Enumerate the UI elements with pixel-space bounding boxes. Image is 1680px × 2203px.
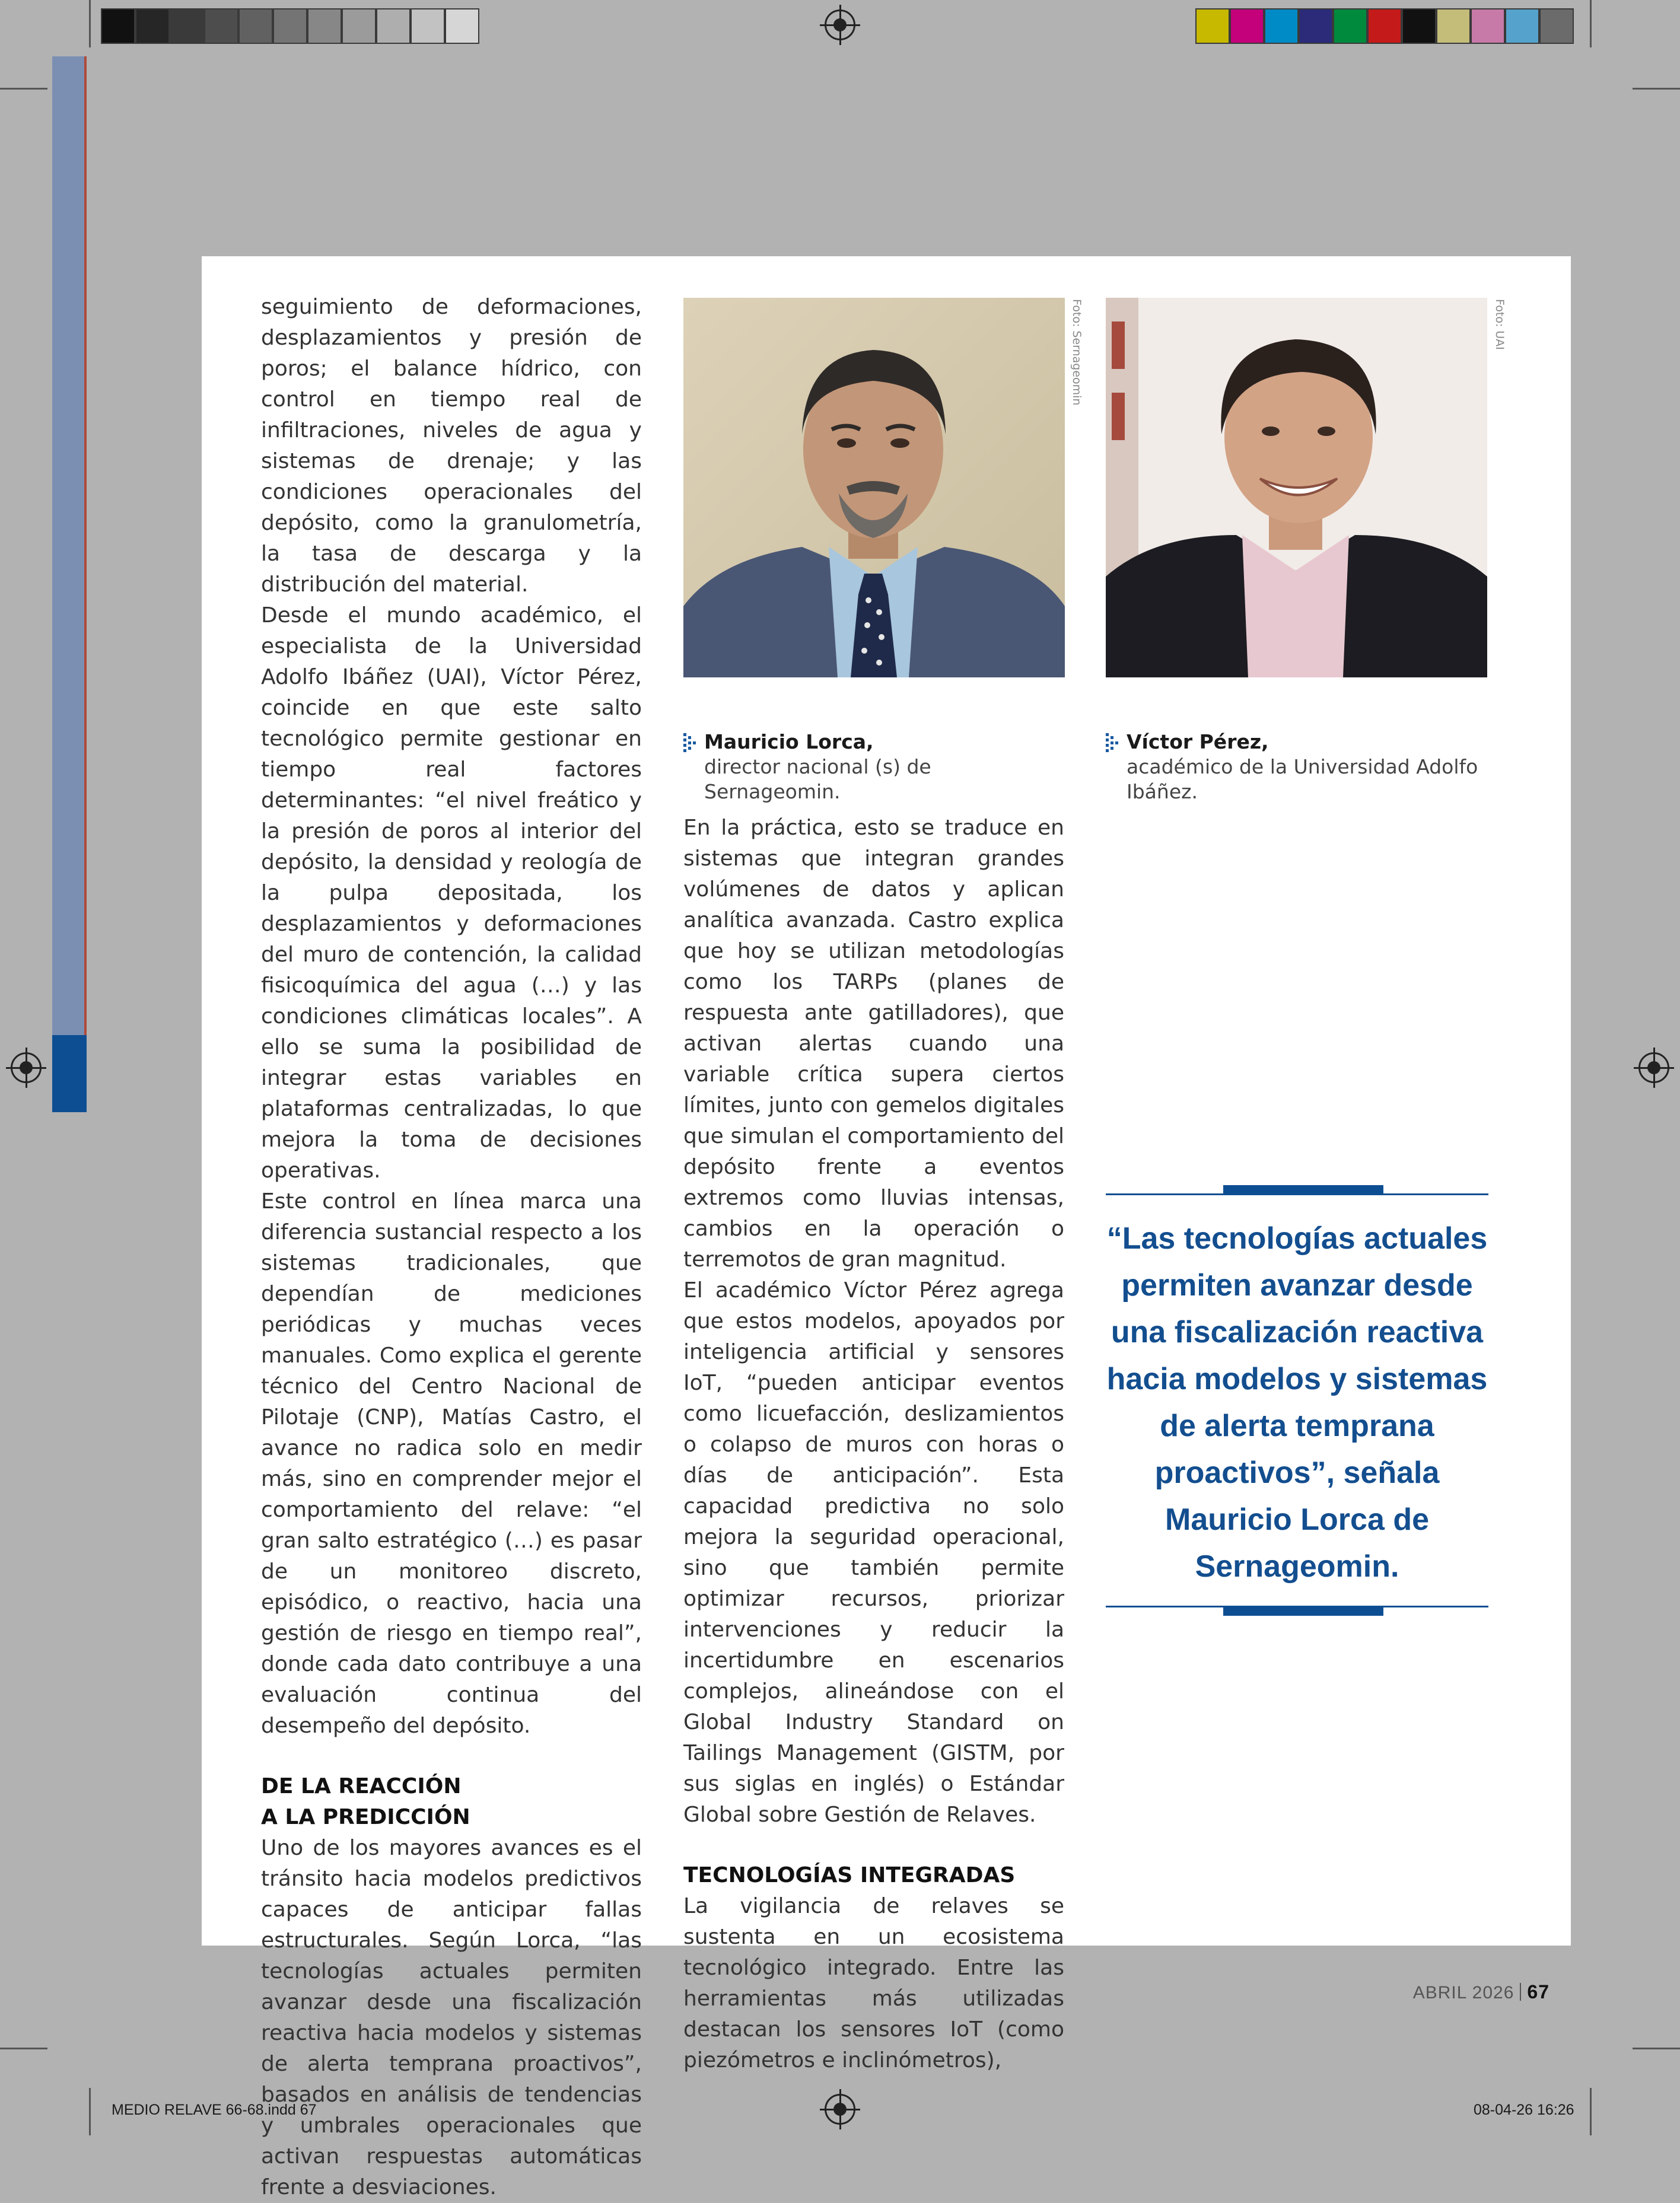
color-swatch [342,8,376,44]
color-swatch [1333,8,1367,44]
color-swatch [273,8,307,44]
slug-date: 08-04-26 16:26 [1474,2102,1574,2118]
crop-mark [0,2048,47,2049]
color-swatch [445,8,479,44]
color-swatch [307,8,342,44]
paragraph: Uno de los mayores avances es el tránsito hacia modelos predictivos capaces de anticipar fallas estructurales. Según Lorca, “las tecnologías actuales permiten avanzar desde una fiscalización reactiva hacia modelos y sistemas de alerta temprana proactivos”, basados en análisis de tendencias y umbrales operacionales que activan respuestas automáticas frente a desviaciones. [261,1836,642,2199]
caption-name: Mauricio Lorca, [704,730,874,753]
crop-mark [89,2088,91,2135]
paragraph: Este control en línea marca una diferencia sustancial respecto a los sistemas tradicionales, que dependían de mediciones periódicas y muchas veces manuales. Como explica el gerente técnico del Centro Nacional de Pilotaje (CNP), Matías Castro, el avance no radica solo en medir más, sino en comprender mejor el comportamiento del relave: “el gran salto estratégico (…) es pasar de un monitoreo discreto, episódico, o reactivo, hacia una gestión de riesgo en tiempo real”, donde cada dato contribuye a una evaluación continua del desempeño del depósito. [261,1189,642,1738]
pull-quote-text: “Las tecnologías actuales permiten avanzar desde una fiscalización reactiva hacia modelos y sistemas de alerta temprana proactivos”, señala Mauricio Lorca de Sernageomin. [1106,1221,1488,1584]
color-swatch [1539,8,1574,44]
page-folio [1413,1981,1549,2003]
portrait-victor-perez-image [1106,298,1487,677]
crop-mark [1633,2048,1680,2049]
crop-mark [89,0,91,47]
crop-mark [1590,2088,1592,2135]
side-color-band [52,56,87,1035]
pull-quote-rule-bottom [1106,1606,1488,1607]
text-column-left [261,292,642,2203]
registration-mark-icon [825,9,855,40]
text-column-middle [683,813,1064,2076]
registration-mark-icon [1638,1052,1669,1083]
gray-swatch-strip [101,8,479,44]
color-swatch [135,8,170,44]
registration-mark-icon [825,2094,855,2125]
paragraph: Desde el mundo académico, el especialista de la Universidad Adolfo Ibáñez (UAI), Víctor Pérez, coincide en que este salto tecnológico permite gestionar en tiempo real factores determinantes: “el nivel freático y la presión de poros al interior del depósito, la densidad y reología de la pulpa depositada, los desplazamientos y deformaciones del muro de contención, la calidad fisicoquímica del agua (…) y las condiciones climáticas locales”. A ello se suma la posibilidad de integrar estas variables en plataformas centralizadas, lo que mejora la toma de decisiones operativas. [261,603,642,1183]
crop-mark [1590,0,1592,47]
color-swatch [1367,8,1402,44]
photo-credit: Foto: UAI [1493,299,1506,350]
side-color-band-dark [52,1035,87,1112]
caption-role: académico de la Universidad Adolfo Ibáñez. [1127,755,1478,803]
color-swatch [170,8,204,44]
paragraph: En la práctica, esto se traduce en sistemas que integran grandes volúmenes de datos y aplican analítica avanzada. Castro explica que hoy se utilizan metodologías como los TARPs (planes de respuesta ante gatilladores), que activan alertas cuando una variable crítica supera ciertos límites, junto con gemelos digitales que simulan el comportamiento del depósito frente a eventos extremos como lluvias intensas, cambios en la operación o terremotos de gran magnitud. [683,816,1064,1272]
photo-credit: Foto: Sernageomin [1070,299,1083,406]
portrait-photo-victor-perez [1106,298,1487,677]
caption-marker-icon [1106,733,1119,753]
color-swatch [1505,8,1539,44]
paragraph: La vigilancia de relaves se sustenta en un ecosistema tecnológico integrado. Entre las herramientas más utilizadas destacan los sensores IoT (como piezómetros e inclinómetros), [683,1894,1064,2073]
paragraph: seguimiento de deformaciones, desplazamientos y presión de poros; el balance hídrico, con control en tiempo real de infiltraciones, niveles de agua y sistemas de drenaje; y las condiciones operacionales del depósito, como la granulometría, la tasa de descarga y la distribución del material. [261,295,642,597]
crop-mark [1633,88,1680,90]
color-swatch [411,8,445,44]
subhead-line: A LA PREDICCIÓN [261,1805,470,1829]
color-swatch [376,8,411,44]
subhead-line: DE LA REACCIÓN [261,1774,462,1798]
color-swatch [1264,8,1299,44]
color-swatch [1402,8,1436,44]
color-swatch [238,8,273,44]
pull-quote-bar [1223,1185,1383,1193]
photo-caption-perez [1106,730,1487,804]
slug-filename: MEDIO RELAVE 66-68.indd 67 [112,2102,317,2118]
color-swatch [1471,8,1505,44]
section-subhead: TECNOLOGÍAS INTEGRADAS [683,1863,1016,1887]
caption-name: Víctor Pérez, [1127,730,1269,753]
color-swatch [101,8,135,44]
section-subhead [261,1771,642,1833]
portrait-photo-mauricio-lorca [683,298,1065,677]
photo-caption-lorca [683,730,1065,804]
crop-mark [0,88,47,90]
color-swatch [1230,8,1264,44]
caption-marker-icon [683,733,696,753]
color-swatch [1299,8,1333,44]
portrait-mauricio-lorca-image [683,298,1065,677]
pull-quote-rule-top [1106,1193,1488,1195]
color-swatch [1436,8,1471,44]
pull-quote-bar [1223,1607,1383,1616]
page-number: 67 [1527,1981,1549,2003]
registration-mark-icon [11,1052,42,1083]
pull-quote [1106,1193,1488,1607]
color-swatch [1195,8,1230,44]
caption-role: director nacional (s) de Sernageomin. [704,755,931,803]
folio-month: ABRIL 2026 [1412,1983,1514,2003]
color-swatch-strip [1195,8,1574,44]
paragraph: El académico Víctor Pérez agrega que estos modelos, apoyados por inteligencia artificial y sensores IoT, “pueden anticipar eventos como licuefacción, deslizamientos o colapso de muros con horas o días de anticipación”. Esta capacidad predictiva no solo mejora la seguridad operacional, sino que también permite optimizar recursos, priorizar intervenciones y reducir la incertidumbre en escenarios complejos, alineándose con el Global Industry Standard on Tailings Management (GISTM, por sus siglas en inglés) o Estándar Global sobre Gestión de Relaves. [683,1278,1064,1827]
color-swatch [204,8,238,44]
